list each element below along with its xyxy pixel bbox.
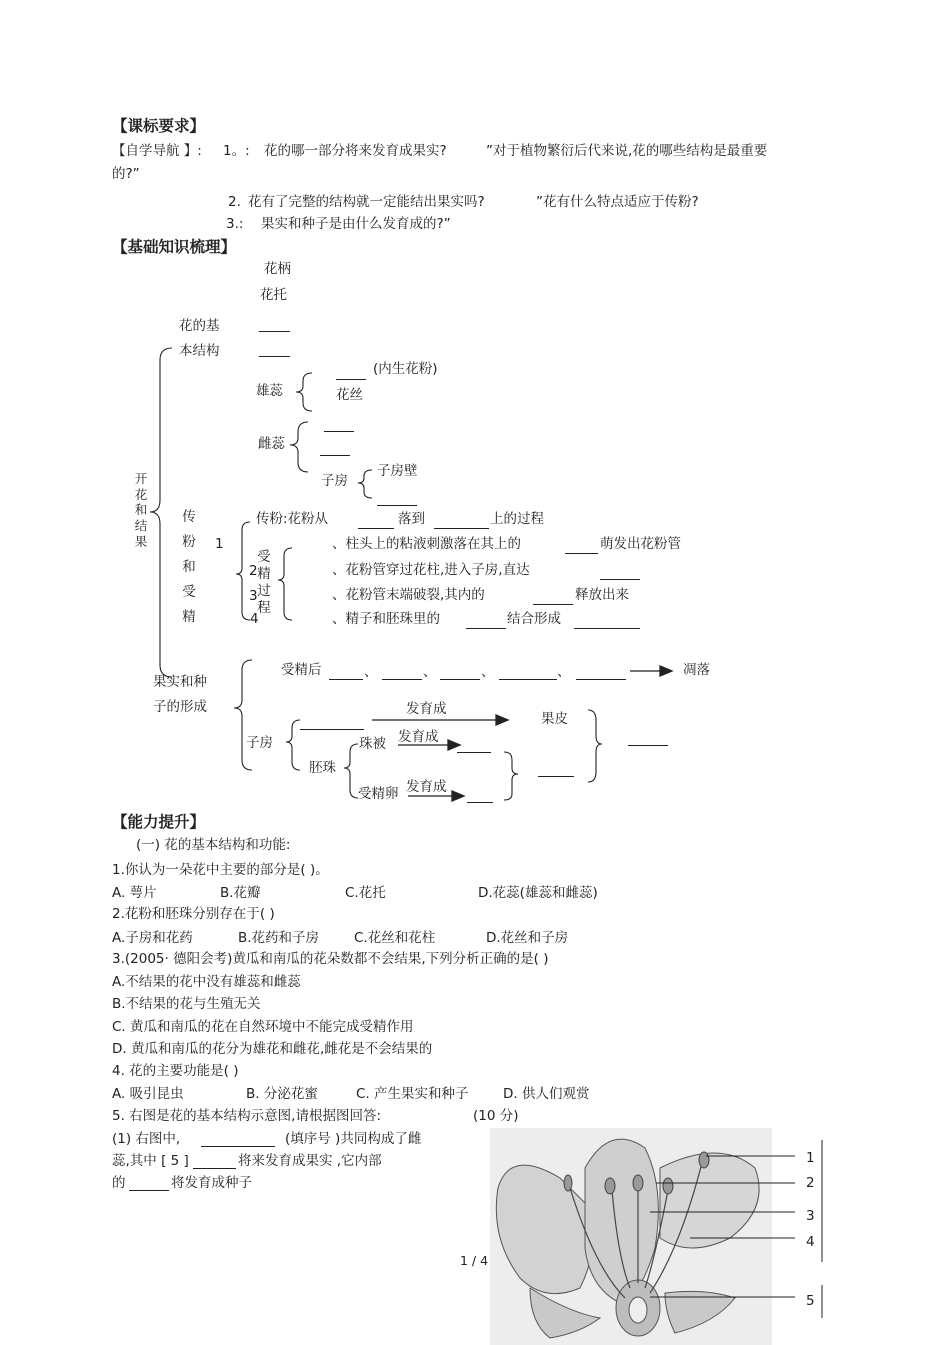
guide-q3-text: 果实和种子是由什么发育成的?” <box>261 216 451 232</box>
q2-opt-d[interactable]: D.花丝和子房 <box>486 930 569 946</box>
q3-opt-a[interactable]: A.不结果的花中没有雄蕊和雌蕊 <box>112 974 301 990</box>
q1-opt-a[interactable]: A. 萼片 <box>112 885 157 901</box>
comma-4: 、 <box>557 664 571 680</box>
step3-a: 、花粉管末端破裂,其内的 <box>332 587 485 603</box>
wither-label: 凋落 <box>683 662 710 678</box>
page-number: 1 / 4 <box>460 1253 489 1268</box>
q4-opt-b[interactable]: B. 分泌花蜜 <box>246 1086 318 1102</box>
comma-2: 、 <box>423 664 437 680</box>
q1: 1.你认为一朵花中主要的部分是( )。 <box>112 862 329 878</box>
integument-label: 珠被 <box>359 736 386 752</box>
fig-label-5: 5 <box>806 1293 815 1309</box>
ovary-label: 子房 <box>321 473 348 489</box>
q2: 2.花粉和胚珠分别存在于( ) <box>112 906 275 922</box>
guide-q2-num: 2. <box>228 194 241 210</box>
stamen-label: 雄蕊 <box>256 383 283 399</box>
q5-1e: 的 <box>112 1175 126 1191</box>
anther-note: (内生花粉) <box>373 361 438 377</box>
q5-1a: (1) 右图中, <box>112 1131 181 1147</box>
heading-basic: 【基础知识梳理】 <box>112 238 237 256</box>
fig-label-2: 2 <box>806 1175 815 1191</box>
q1-opt-d[interactable]: D.花蕊(雄蕊和雌蕊) <box>478 885 598 901</box>
fruit-formation-a: 果实和种 <box>153 674 207 690</box>
step4-a: 、精子和胚珠里的 <box>332 611 440 627</box>
pericarp-label: 果皮 <box>541 711 568 727</box>
q4-opt-c[interactable]: C. 产生果实和种子 <box>356 1086 469 1102</box>
guide-q1-quote: ”对于植物繁衍后代来说,花的哪些结构是最重要 <box>486 143 768 159</box>
fruit-formation-b: 子的形成 <box>153 699 207 715</box>
q2-opt-c[interactable]: C.花丝和花柱 <box>354 930 436 946</box>
q3-opt-d[interactable]: D. 黄瓜和南瓜的花分为雄花和雌花,雌花是不会结果的 <box>112 1041 433 1057</box>
num-1: 1 <box>215 536 224 552</box>
step2: 、花粉管穿过花柱,进入子房,直达 <box>332 562 530 578</box>
step4-b: 结合形成 <box>507 611 561 627</box>
q1-opt-b[interactable]: B.花瓣 <box>220 885 261 901</box>
q5-1b: (填序号 )共同构成了雌 <box>285 1131 422 1147</box>
q2-opt-b[interactable]: B.花药和子房 <box>238 930 320 946</box>
after-fert-label: 受精后 <box>281 662 322 678</box>
fert-process-label: 受 精 过 程 <box>257 549 271 616</box>
fert-egg-label: 受精卵 <box>358 786 399 802</box>
step1-b: 萌发出花粉管 <box>600 536 681 552</box>
q5-1c: 蕊,其中 [ 5 ] <box>112 1153 189 1169</box>
guide-q1-cont: 的?” <box>112 166 140 182</box>
q4-opt-d[interactable]: D. 供人们观赏 <box>503 1086 590 1102</box>
guide-q3-num: 3.: <box>226 216 244 232</box>
pollination-fert-label: 传 粉 和 受 精 <box>182 509 196 625</box>
section-1: (一) 花的基本结构和功能: <box>136 837 291 853</box>
guide-q2-quote: ”花有什么特点适应于传粉? <box>536 194 699 210</box>
q5-score: (10 分) <box>473 1108 519 1124</box>
guide-label: 【自学导航 】: <box>112 143 202 159</box>
pollination-b: 落到 <box>398 511 425 527</box>
q2-opt-a[interactable]: A.子房和花药 <box>112 930 193 946</box>
step3-b: 释放出来 <box>575 587 629 603</box>
q5-1d: 将来发育成果实 ,它内部 <box>238 1153 382 1169</box>
q5-1f: 将发育成种子 <box>171 1175 252 1191</box>
q3-opt-b[interactable]: B.不结果的花与生殖无关 <box>112 996 261 1012</box>
guide-q1-text: 花的哪一部分将来发育成果实? <box>264 143 447 159</box>
develop-2: 发育成 <box>398 729 439 745</box>
ovary-wall-label: 子房壁 <box>377 463 418 479</box>
q4: 4. 花的主要功能是( ) <box>112 1063 239 1079</box>
basic-structure-b: 本结构 <box>179 343 220 359</box>
q3: 3.(2005· 德阳会考)黄瓜和南瓜的花朵数都不会结果,下列分析正确的是( ) <box>112 951 549 967</box>
fig-label-1: 1 <box>806 1150 815 1166</box>
develop-3: 发育成 <box>406 779 447 795</box>
q5: 5. 右图是花的基本结构示意图,请根据图回答: <box>112 1108 382 1124</box>
num-4: 4 <box>250 611 259 627</box>
num-3: 3 <box>249 588 258 604</box>
develop-1: 发育成 <box>406 701 447 717</box>
pedicel-label: 花柄 <box>264 261 291 277</box>
root-label: 开 花 和 结 果 <box>134 471 148 549</box>
receptacle-label: 花托 <box>260 287 287 303</box>
fig-label-3: 3 <box>806 1208 815 1224</box>
pollination-a: 传粉:花粉从 <box>256 511 329 527</box>
filament-label: 花丝 <box>336 387 363 403</box>
basic-structure-a: 花的基 <box>179 318 220 334</box>
comma-3: 、 <box>481 664 495 680</box>
guide-q2-text: 花有了完整的结构就一定能结出果实吗? <box>248 194 485 210</box>
ovule-label: 胚珠 <box>309 760 336 776</box>
guide-q1-num: 1。: <box>223 143 250 159</box>
num-2: 2 <box>249 563 258 579</box>
heading-curriculum: 【课标要求】 <box>112 117 206 135</box>
q4-opt-a[interactable]: A. 吸引昆虫 <box>112 1086 184 1102</box>
step1-a: 、柱头上的粘液刺激落在其上的 <box>332 536 521 552</box>
pistil-label: 雌蕊 <box>258 436 285 452</box>
heading-ability: 【能力提升】 <box>112 813 206 831</box>
pollination-c: 上的过程 <box>490 511 544 527</box>
fig-label-4: 4 <box>806 1234 815 1250</box>
q3-opt-c[interactable]: C. 黄瓜和南瓜的花在自然环境中不能完成受精作用 <box>112 1019 414 1035</box>
ovary2-label: 子房 <box>246 735 273 751</box>
q1-opt-c[interactable]: C.花托 <box>345 885 386 901</box>
comma-1: 、 <box>364 664 378 680</box>
